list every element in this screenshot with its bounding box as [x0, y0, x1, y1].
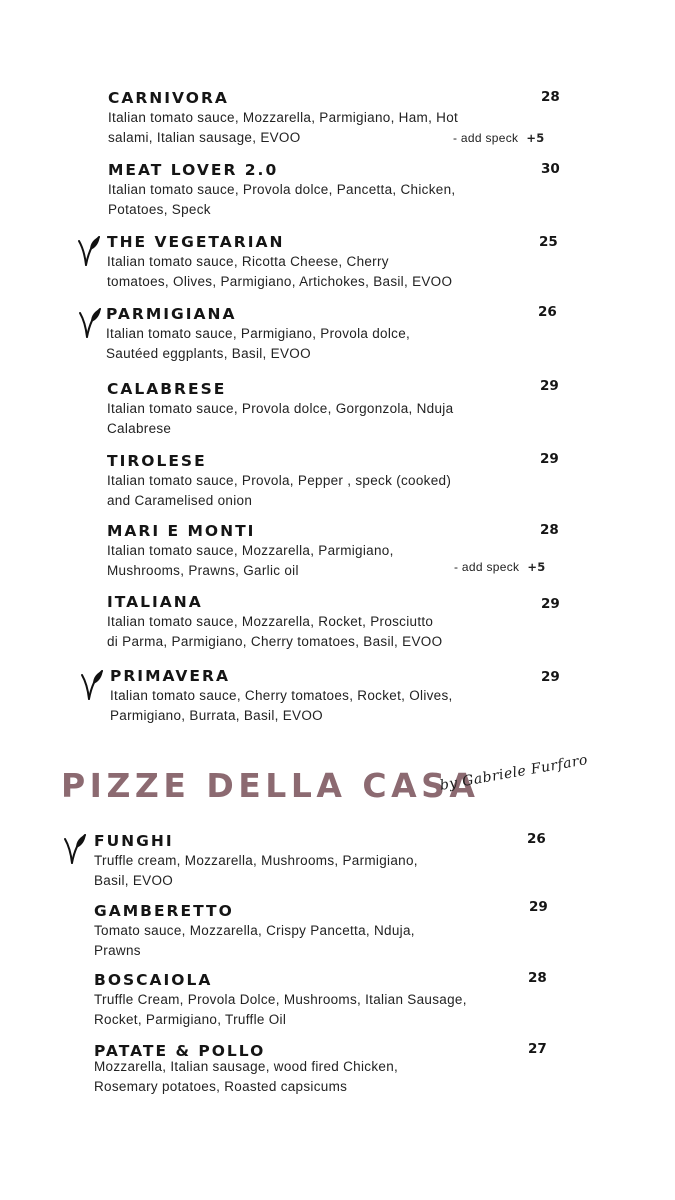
item-price: 28: [528, 970, 547, 986]
item-description: [94, 1057, 398, 1096]
description-line: Italian tomato sauce, Mozzarella, Parmigiano, Ham, Hot: [108, 110, 459, 125]
description-line: Potatoes, Speck: [108, 201, 211, 217]
item-price: 28: [541, 89, 560, 105]
description-line: Italian tomato sauce, Mozzarella, Parmigiano,: [107, 543, 394, 558]
description-line: Mozzarella, Italian sausage, wood fired Chicken,: [94, 1059, 399, 1074]
item-price: 28: [540, 522, 559, 538]
item-description: [107, 541, 394, 580]
add-on: [454, 560, 546, 574]
item-name: GAMBERETTO: [94, 902, 234, 920]
item-description: [94, 990, 467, 1029]
item-description: [107, 252, 452, 291]
description-line: Italian tomato sauce, Cherry tomatoes, Rocket, Olives,: [110, 688, 453, 703]
menu-item-funghi: [94, 831, 418, 890]
leaf-v-icon: [76, 234, 102, 268]
menu-item-boscaiola: [94, 970, 467, 1029]
add-on: [453, 131, 545, 145]
item-price: 30: [541, 161, 560, 177]
item-price: 27: [528, 1041, 547, 1057]
menu-item-patate-pollo: [94, 1041, 398, 1096]
item-description: [108, 180, 455, 219]
leaf-v-icon: [79, 668, 105, 702]
item-price: 25: [539, 234, 558, 250]
description-line: Prawns: [94, 942, 141, 958]
item-description: [108, 108, 458, 147]
item-name: CARNIVORA: [108, 89, 229, 107]
description-line: tomatoes, Olives, Parmigiano, Artichokes, Basil, EVOO: [107, 273, 453, 289]
description-line: Italian tomato sauce, Provola, Pepper , speck (cooked): [107, 473, 452, 488]
item-name: PRIMAVERA: [110, 667, 230, 685]
description-line: Italian tomato sauce, Provola dolce, Gorgonzola, Nduja: [107, 401, 454, 416]
item-description: [107, 399, 453, 438]
item-description: [107, 612, 442, 651]
item-name: TIROLESE: [107, 452, 207, 470]
description-line: Tomato sauce, Mozzarella, Crispy Pancetta, Nduja,: [94, 923, 415, 938]
menu-item-gamberetto: [94, 901, 415, 960]
item-name: PARMIGIANA: [106, 305, 237, 323]
description-line: Mushrooms, Prawns, Garlic oil: [107, 562, 299, 578]
menu-item-mari-e-monti: [107, 521, 394, 580]
description-line: and Caramelised onion: [107, 492, 253, 508]
item-name: FUNGHI: [94, 832, 174, 850]
menu-item-meat-lover: [108, 160, 455, 219]
description-line: salami, Italian sausage, EVOO: [108, 129, 301, 145]
description-line: Truffle Cream, Provola Dolce, Mushrooms, Italian Sausage,: [94, 992, 467, 1007]
description-line: Italian tomato sauce, Ricotta Cheese, Cherry: [107, 254, 389, 269]
description-line: Truffle cream, Mozzarella, Mushrooms, Parmigiano,: [94, 853, 418, 868]
item-price: 29: [541, 596, 560, 612]
menu-item-calabrese: [107, 379, 453, 438]
item-description: [94, 851, 418, 890]
item-price: 26: [538, 304, 557, 320]
menu-item-primavera: [110, 666, 453, 725]
item-name: MEAT LOVER 2.0: [108, 161, 279, 179]
item-price: 26: [527, 831, 546, 847]
item-price: 29: [529, 899, 548, 915]
description-line: Parmigiano, Burrata, Basil, EVOO: [110, 707, 323, 723]
description-line: Calabrese: [107, 420, 172, 436]
leaf-v-icon: [77, 306, 103, 340]
item-description: [106, 324, 410, 363]
section-title: PIZZE DELLA CASA: [61, 766, 480, 805]
item-name: MARI E MONTI: [107, 522, 256, 540]
chef-signature: by Gabriele Furfaro: [438, 752, 590, 794]
item-description: [110, 686, 453, 725]
description-line: Rocket, Parmigiano, Truffle Oil: [94, 1011, 287, 1027]
menu-item-the-vegetarian: [107, 232, 452, 291]
item-name: CALABRESE: [107, 380, 227, 398]
menu-item-carnivora: [108, 88, 458, 147]
description-line: di Parma, Parmigiano, Cherry tomatoes, Basil, EVOO: [107, 633, 443, 649]
description-line: Italian tomato sauce, Mozzarella, Rocket, Prosciutto: [107, 614, 434, 629]
menu-item-tirolese: [107, 451, 451, 510]
item-description: [94, 921, 415, 960]
menu-item-parmigiana: [106, 304, 410, 363]
item-price: 29: [540, 378, 559, 394]
add-on-label: - add speck: [453, 131, 519, 145]
item-description: [107, 471, 451, 510]
description-line: Italian tomato sauce, Parmigiano, Provola dolce,: [106, 326, 411, 341]
menu-item-italiana: [107, 592, 442, 651]
add-on-label: - add speck: [454, 560, 520, 574]
description-line: Rosemary potatoes, Roasted capsicums: [94, 1078, 348, 1094]
item-price: 29: [540, 451, 559, 467]
item-name: PATATE & POLLO: [94, 1042, 266, 1060]
description-line: Sautéed eggplants, Basil, EVOO: [106, 345, 311, 361]
leaf-v-icon: [62, 832, 88, 866]
item-name: THE VEGETARIAN: [107, 233, 285, 251]
item-price: 29: [541, 669, 560, 685]
add-on-price: +5: [526, 131, 545, 145]
item-name: BOSCAIOLA: [94, 971, 213, 989]
description-line: Italian tomato sauce, Provola dolce, Pancetta, Chicken,: [108, 182, 456, 197]
add-on-price: +5: [527, 560, 546, 574]
item-name: ITALIANA: [107, 593, 203, 611]
description-line: Basil, EVOO: [94, 872, 174, 888]
